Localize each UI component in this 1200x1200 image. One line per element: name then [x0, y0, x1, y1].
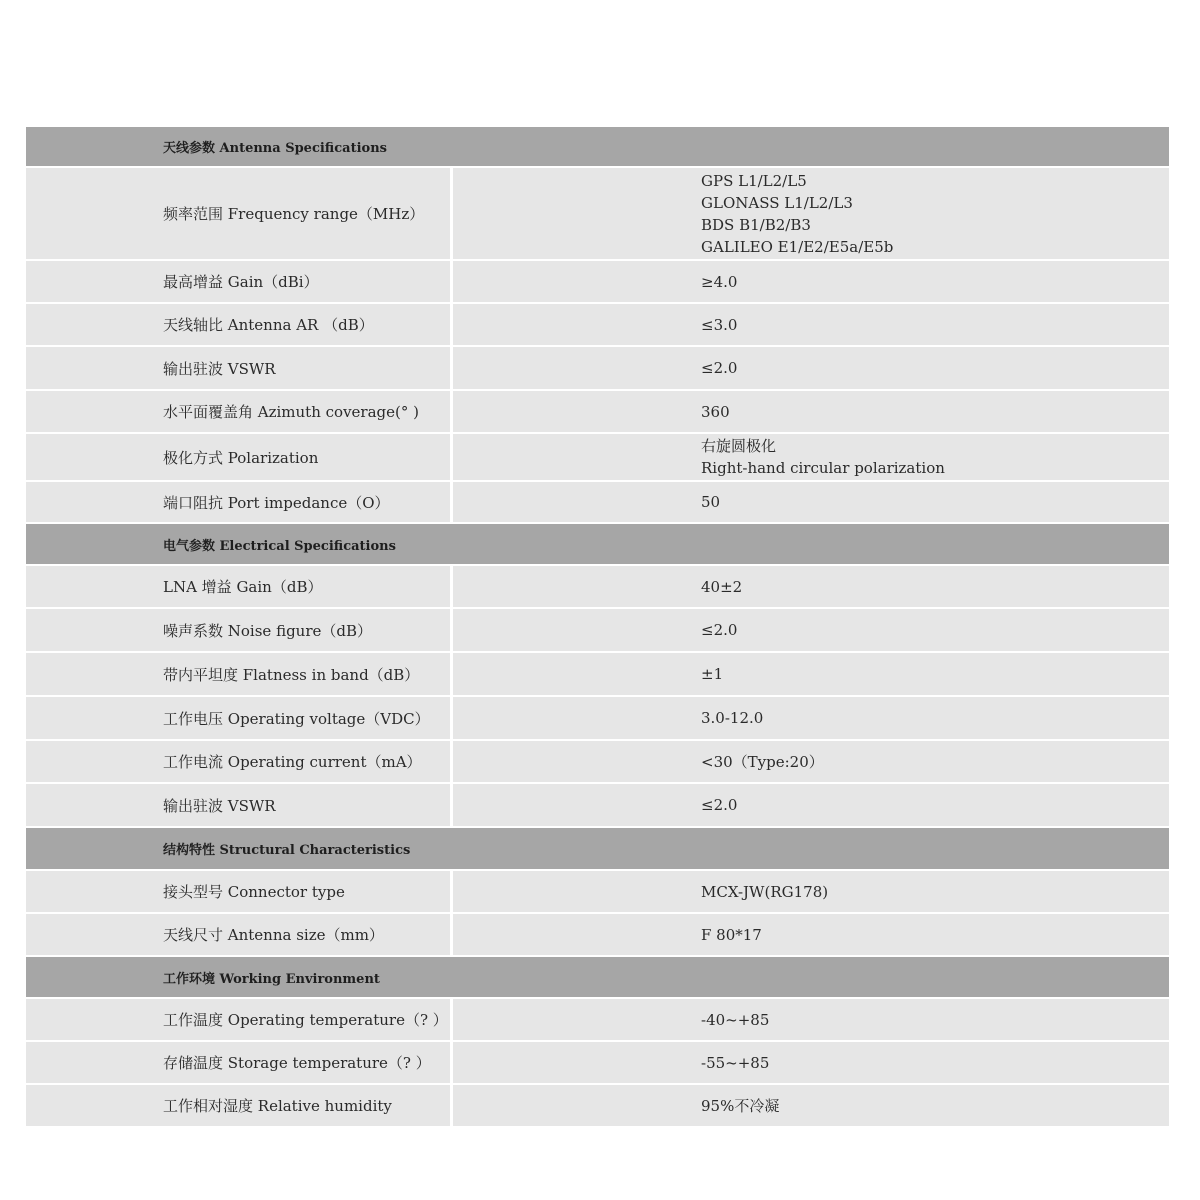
table-row — [26, 434, 1169, 480]
spec-label: 工作相对湿度 Relative humidity — [163, 1097, 392, 1115]
spec-value — [701, 784, 1161, 826]
spec-value-line: ≥4.0 — [701, 272, 738, 291]
spec-value — [701, 434, 1161, 480]
spec-value — [701, 741, 1161, 782]
table-row — [26, 304, 1169, 345]
column-divider — [450, 482, 453, 522]
section-title: 工作环境 Working Environment — [163, 971, 380, 987]
spec-value — [701, 914, 1161, 955]
column-divider — [450, 871, 453, 912]
spec-label: 频率范围 Frequency range（MHz） — [163, 205, 425, 223]
spec-label: 天线轴比 Antenna AR （dB） — [163, 316, 374, 334]
column-divider — [450, 784, 453, 826]
spec-value — [701, 871, 1161, 912]
spec-value — [701, 261, 1161, 302]
spec-label: 工作电压 Operating voltage（VDC） — [163, 709, 430, 728]
spec-label: 输出驻波 VSWR — [163, 359, 276, 378]
spec-label: 端口阻抗 Port impedance（Ο） — [163, 493, 390, 512]
spec-value-line: <30（Type:20） — [701, 752, 824, 771]
spec-value-line: -55~+85 — [701, 1053, 770, 1072]
spec-value — [701, 609, 1161, 651]
spec-value-line: ≤2.0 — [701, 621, 738, 639]
column-divider — [450, 914, 453, 955]
column-divider — [450, 1042, 453, 1083]
column-divider — [450, 168, 453, 259]
spec-value-line: 50 — [701, 493, 721, 511]
section-header — [26, 828, 1169, 869]
spec-value — [701, 391, 1161, 432]
spec-label: 水平面覆盖角 Azimuth coverage(° ) — [163, 403, 419, 421]
column-divider — [450, 566, 453, 607]
column-divider — [450, 609, 453, 651]
spec-value-line: 360 — [701, 402, 730, 421]
table-row — [26, 347, 1169, 389]
table-row — [26, 653, 1169, 695]
spec-value — [701, 304, 1161, 345]
column-divider — [450, 999, 453, 1040]
spec-label: 工作电流 Operating current（mA） — [163, 753, 422, 771]
section-header — [26, 957, 1169, 997]
spec-value-line: -40~+85 — [701, 1010, 770, 1029]
spec-label: 天线尺寸 Antenna size（mm） — [163, 926, 384, 944]
column-divider — [450, 391, 453, 432]
column-divider — [450, 347, 453, 389]
spec-value-line: Right-hand circular polarization — [701, 459, 945, 477]
spec-value — [701, 999, 1161, 1040]
spec-value-line: 40±2 — [701, 577, 743, 596]
spec-value — [701, 347, 1161, 389]
spec-value-line: MCX-JW(RG178) — [701, 882, 829, 901]
table-row — [26, 1042, 1169, 1083]
spec-value-line: 95%不冷凝 — [701, 1096, 780, 1115]
column-divider — [450, 1085, 453, 1126]
spec-label: 存储温度 Storage temperature（? ） — [163, 1054, 431, 1072]
spec-value-line: GALILEO E1/E2/E5a/E5b — [701, 237, 894, 256]
spec-value-line: ≤3.0 — [701, 315, 738, 334]
spec-value-line: GLONASS L1/L2/L3 — [701, 193, 853, 212]
spec-label: 接头型号 Connector type — [163, 883, 345, 901]
section-title: 天线参数 Antenna Specifications — [163, 141, 387, 156]
table-row — [26, 609, 1169, 651]
spec-value — [701, 653, 1161, 695]
column-divider — [450, 653, 453, 695]
spec-label: 最高增益 Gain（dBi） — [163, 273, 319, 291]
table-row — [26, 482, 1169, 522]
table-row — [26, 784, 1169, 826]
spec-label: 输出驻波 VSWR — [163, 796, 276, 815]
spec-value — [701, 697, 1161, 739]
table-row — [26, 168, 1169, 259]
column-divider — [450, 434, 453, 480]
spec-value — [701, 482, 1161, 522]
spec-value — [701, 1085, 1161, 1126]
table-row — [26, 871, 1169, 912]
spec-value-line: ≤2.0 — [701, 796, 738, 814]
spec-label: 带内平坦度 Flatness in band（dB） — [163, 665, 420, 684]
spec-label: 工作温度 Operating temperature（? ） — [163, 1011, 448, 1029]
table-row — [26, 566, 1169, 607]
spec-label: 噪声系数 Noise figure（dB） — [163, 621, 373, 640]
spec-value-line: ±1 — [701, 665, 724, 683]
section-title: 结构特性 Structural Characteristics — [163, 843, 411, 858]
table-row — [26, 697, 1169, 739]
section-title: 电气参数 Electrical Specifications — [163, 538, 396, 554]
column-divider — [450, 261, 453, 302]
spec-value — [701, 566, 1161, 607]
spec-label: 极化方式 Polarization — [163, 448, 319, 467]
spec-label: LNA 增益 Gain（dB） — [163, 578, 323, 596]
spec-value-line: GPS L1/L2/L5 — [701, 171, 807, 190]
table-row — [26, 1085, 1169, 1126]
spec-table — [26, 127, 1169, 1128]
column-divider — [450, 741, 453, 782]
table-row — [26, 914, 1169, 955]
spec-value-line: 3.0-12.0 — [701, 709, 764, 727]
column-divider — [450, 697, 453, 739]
spec-value-line: F 80*17 — [701, 925, 762, 944]
spec-value — [701, 1042, 1161, 1083]
spec-value — [701, 168, 1161, 259]
section-header — [26, 524, 1169, 564]
table-row — [26, 741, 1169, 782]
table-row — [26, 391, 1169, 432]
column-divider — [450, 304, 453, 345]
table-row — [26, 261, 1169, 302]
spec-value-line: 右旋圆极化 — [701, 437, 777, 455]
spec-value-line: BDS B1/B2/B3 — [701, 215, 811, 234]
spec-value-line: ≤2.0 — [701, 359, 738, 377]
table-row — [26, 999, 1169, 1040]
section-header — [26, 127, 1169, 166]
